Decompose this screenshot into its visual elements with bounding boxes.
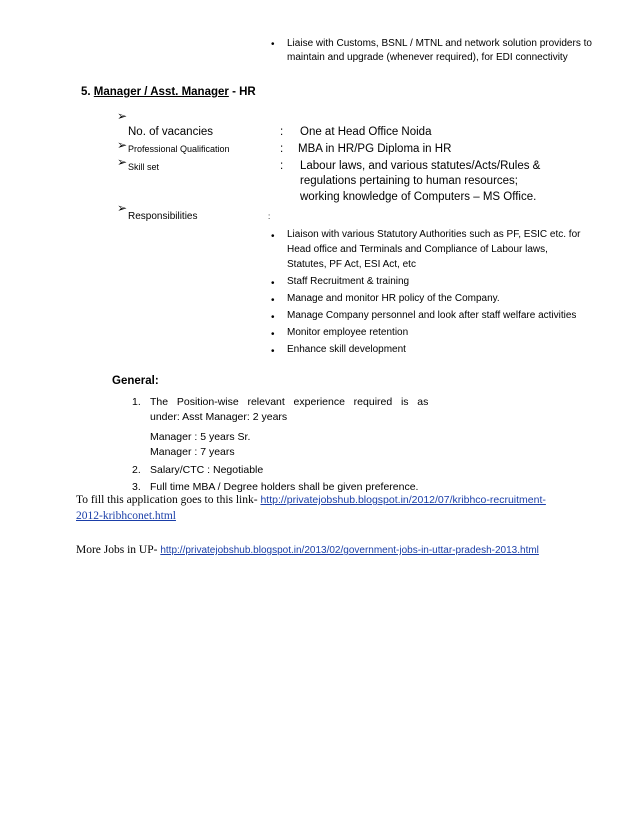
responsibility-5: Monitor employee retention xyxy=(287,327,409,338)
more-jobs-text: More Jobs in UP- xyxy=(76,544,161,556)
general-item-1-line3: Manager : 5 years Sr. xyxy=(150,431,251,443)
bullet-icon: • xyxy=(271,231,275,242)
responsibility-2: Staff Recruitment & training xyxy=(287,276,410,287)
apply-text: To fill this application goes to this link- xyxy=(76,494,261,506)
general-item-3-number: 3. xyxy=(132,481,141,493)
vacancies-label: No. of vacancies xyxy=(128,126,214,138)
arrow-bullet-icon: ➢ xyxy=(117,138,128,152)
vacancies-colon: : xyxy=(280,126,284,138)
more-jobs-line xyxy=(76,542,539,559)
responsibility-1-line3: Statutes, PF Act, ESI Act, etc xyxy=(287,259,416,270)
bullet-icon: • xyxy=(271,346,275,357)
bullet-icon: • xyxy=(271,39,275,50)
general-item-1-number: 1. xyxy=(132,396,141,408)
section-number: 5. xyxy=(81,86,91,98)
intro-bullet-line1: Liaise with Customs, BSNL / MTNL and network solution providers to xyxy=(287,38,592,49)
intro-bullet-line2: maintain and upgrade (whenever required), for EDI connectivity xyxy=(287,52,568,63)
responsibility-4: Manage Company personnel and look after staff welfare activities xyxy=(287,310,577,321)
general-item-1-line1: The Position-wise relevant experience required is as xyxy=(150,396,429,408)
bullet-icon: • xyxy=(271,329,275,340)
responsibility-1-line1: Liaison with various Statutory Authorities such as PF, ESIC etc. for xyxy=(287,229,581,240)
qualification-value: MBA in HR/PG Diploma in HR xyxy=(298,143,452,155)
bullet-icon: • xyxy=(271,312,275,323)
responsibilities-colon: : xyxy=(268,212,271,221)
arrow-bullet-icon: ➢ xyxy=(117,109,128,123)
apply-link[interactable]: http://privatejobshub.blogspot.in/2012/07/kribhco-recruitment- xyxy=(260,494,546,506)
skill-value-line3: working knowledge of Computers – MS Office. xyxy=(300,191,537,203)
apply-link-continued-line xyxy=(76,508,176,524)
more-jobs-link[interactable]: http://privatejobshub.blogspot.in/2013/02/government-jobs-in-uttar-pradesh-2013.html xyxy=(160,545,539,556)
qualification-colon: : xyxy=(280,143,284,155)
skill-colon: : xyxy=(280,160,284,172)
general-item-3: Full time MBA / Degree holders shall be given preference. xyxy=(150,481,419,493)
responsibility-1-line2: Head office and Terminals and Compliance of Labour laws, xyxy=(287,244,548,255)
arrow-bullet-icon: ➢ xyxy=(117,201,128,215)
apply-line xyxy=(76,492,546,508)
general-item-1-line2: under: Asst Manager: 2 years xyxy=(150,411,288,423)
general-item-2: Salary/CTC : Negotiable xyxy=(150,464,264,476)
skill-value-line1: Labour laws, and various statutes/Acts/Rules & xyxy=(300,160,541,172)
section-title: Manager / Asst. Manager xyxy=(93,86,229,98)
responsibilities-label: Responsibilities xyxy=(128,211,198,222)
responsibility-6: Enhance skill development xyxy=(287,344,406,355)
skill-value-line2: regulations pertaining to human resources; xyxy=(300,175,518,187)
responsibility-3: Manage and monitor HR policy of the Company. xyxy=(287,293,500,304)
general-item-2-number: 2. xyxy=(132,464,141,476)
bullet-icon: • xyxy=(271,278,275,289)
vacancies-value: One at Head Office Noida xyxy=(300,126,432,138)
qualification-label: Professional Qualification xyxy=(128,144,230,154)
general-heading: General: xyxy=(112,375,159,387)
apply-link-continued[interactable]: 2012-kribhconet.html xyxy=(76,510,176,522)
bullet-icon: • xyxy=(271,295,275,306)
section-suffix: - HR xyxy=(232,86,256,98)
section-heading xyxy=(81,86,256,98)
arrow-bullet-icon: ➢ xyxy=(117,155,128,169)
skill-label: Skill set xyxy=(128,162,160,172)
general-item-1-line4: Manager : 7 years xyxy=(150,446,235,458)
